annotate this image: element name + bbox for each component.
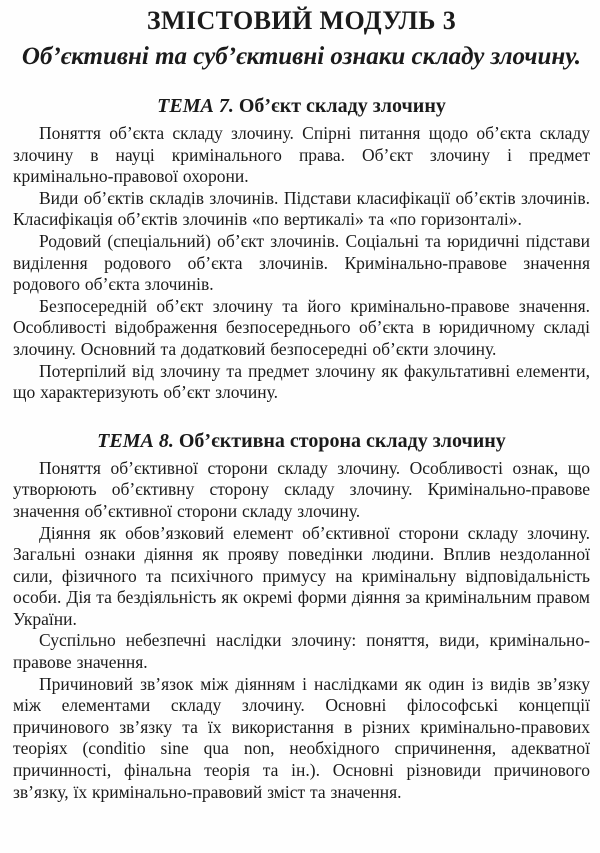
tema-8-heading [13, 430, 590, 452]
tema-8-label: ТЕМА 8. [97, 429, 174, 452]
paragraph: Безпосередній об’єкт злочину та його кримінально-правове значення. Особливості відображення безпосереднього об’єкта в юридичному складі злочину. Основний та додатковий безпосередні об’єкти злочину. [13, 295, 590, 359]
paragraph: Види об’єктів складів злочинів. Підстави класифікації об’єктів злочинів. Класифікація об’єктів злочинів «по вертикалі» та «по горизонталі». [13, 187, 590, 230]
paragraph: Поняття об’єкта складу злочину. Спірні питання щодо об’єкта складу злочину в науці кримінального права. Об’єкт злочину і предмет кримінально-правової охорони. [13, 123, 590, 187]
paragraph: Родовий (спеціальний) об’єкт злочинів. Соціальні та юридичні підстави виділення родового об’єкта злочинів. Кримінально-правове значення родового об’єкта злочинів. [13, 230, 590, 295]
paragraph: Суспільно небезпечні наслідки злочину: поняття, види, кримінально-правове значення. [13, 630, 590, 673]
tema-7-title: Об’єкт складу злочину [238, 95, 446, 117]
module-subheading: Об’єктивні та суб’єктивні ознаки складу злочину. [21, 43, 582, 70]
tema-7-heading [13, 95, 590, 117]
section-tema-8 [13, 430, 590, 804]
section-tema-7 [13, 95, 590, 404]
paragraph: Причиновий зв’язок між діянням і наслідками як один із видів зв’язку між елементами складу злочину. Основні філософські концепції причинового зв’язку та їх використання в різних кримінально-правових теоріях (conditio sine qua non, необхідного спричинення, адекватної причинності, фінальна теорія та ін.). Основні різновиди причинового зв’язку, їх кримінально-правовий зміст та значення. [13, 673, 590, 802]
tema-8-title: Об’єктивна сторона складу злочину [178, 429, 506, 452]
paragraph: Потерпілий від злочину та предмет злочину як факультативні елементи, що характеризують об’єкт злочину. [13, 360, 590, 403]
module-heading: ЗМІСТОВИЙ МОДУЛЬ 3 [146, 6, 457, 35]
paragraph: Поняття об’єктивної сторони складу злочину. Особливості ознак, що утворюють об’єктивну сторону складу злочину. Кримінально-правове значення об’єктивної сторони складу злочину. [13, 457, 590, 521]
paragraph: Діяння як обов’язковий елемент об’єктивної сторони складу злочину. Загальні ознаки діяння як прояву поведінки людини. Вплив нездоланної сили, фізичного та психічного примусу на кримінальну відповідальність особи. Дія та бездіяльність як окремі форми діяння за кримінальним правом України. [13, 522, 590, 629]
tema-7-label: ТЕМА 7. [157, 95, 234, 117]
